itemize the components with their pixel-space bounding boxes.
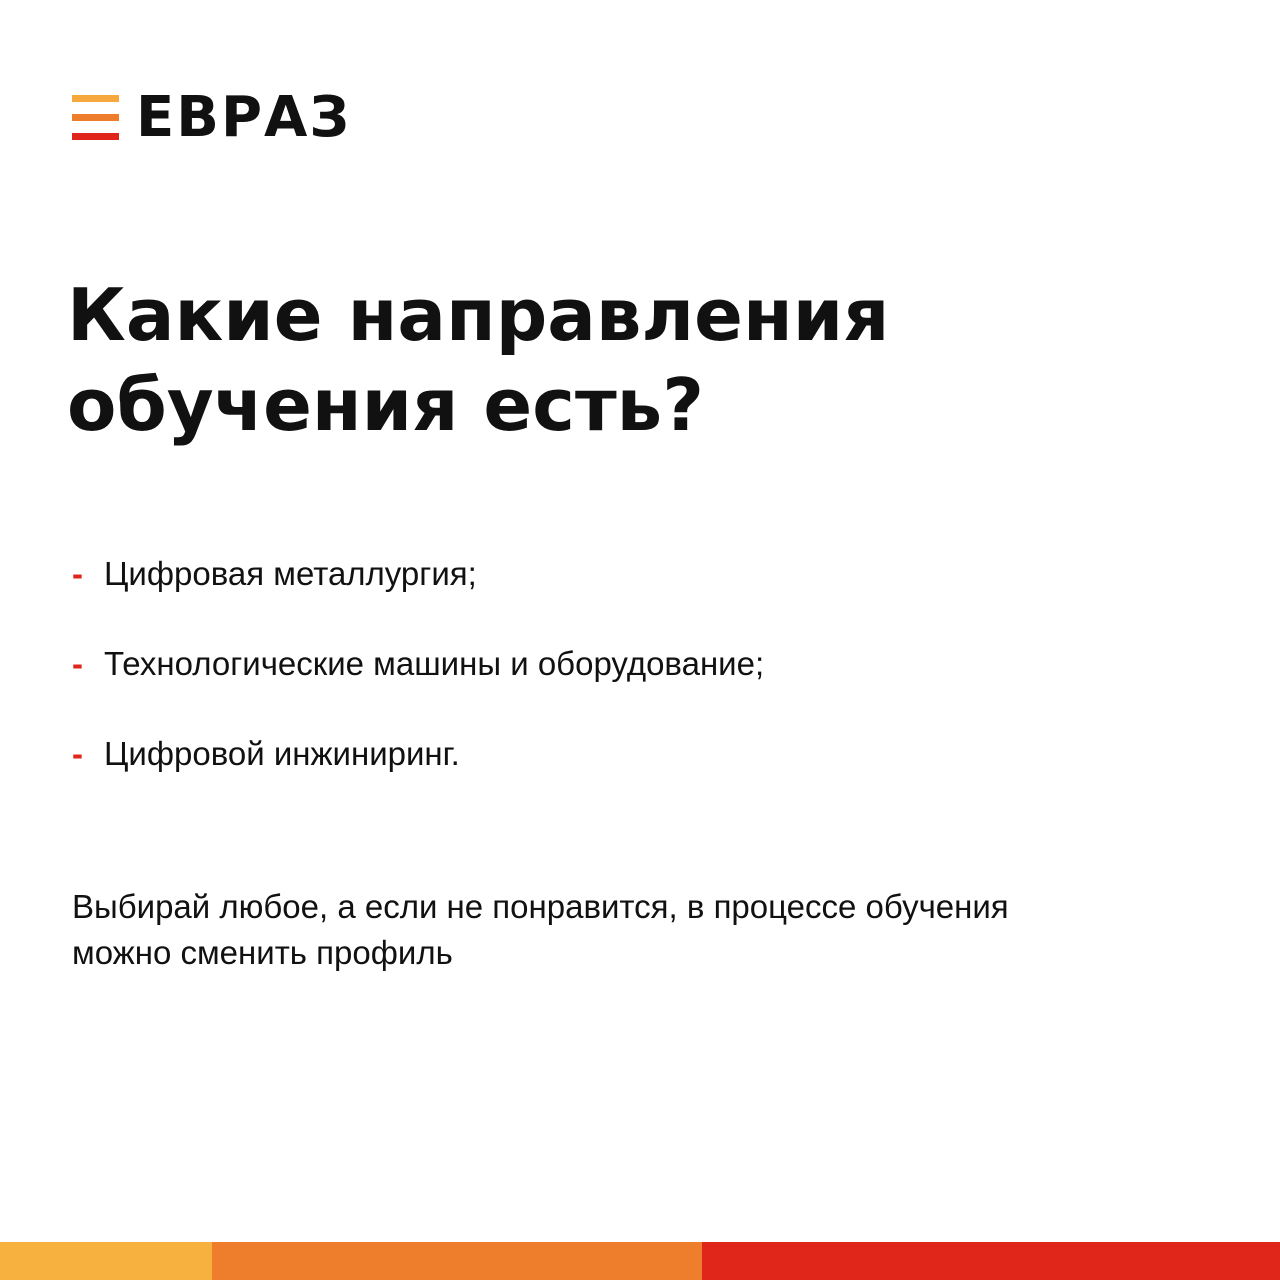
list-item	[72, 551, 764, 641]
list-item-text: Технологические машины и оборудование;	[104, 645, 765, 682]
footnote	[72, 884, 1192, 976]
logo-wordmark: ЕВРАЗ	[136, 85, 352, 150]
brand-logo	[72, 85, 352, 150]
bullet-dash: -	[72, 735, 83, 772]
bottom-color-bar	[0, 1242, 1280, 1280]
title-line-1: Какие направления	[67, 273, 890, 357]
footnote-line-2: можно сменить профиль	[72, 934, 453, 971]
title-line-2: обучения есть?	[67, 363, 704, 447]
logo-stripe-middle	[72, 114, 119, 121]
footnote-line-1: Выбирай любое, а если не понравится, в процессе обучения	[72, 888, 1009, 925]
logo-stripes-icon	[72, 95, 119, 141]
bar-segment-red	[702, 1242, 1280, 1280]
list-item-text: Цифровой инжиниринг.	[104, 735, 460, 772]
logo-stripe-top	[72, 95, 119, 102]
directions-list	[72, 551, 764, 821]
bar-segment-orange	[212, 1242, 702, 1280]
list-item	[72, 641, 764, 731]
bar-segment-yellow	[0, 1242, 212, 1280]
list-item-text: Цифровая металлургия;	[104, 555, 477, 592]
bullet-dash: -	[72, 555, 83, 592]
logo-stripe-bottom	[72, 133, 119, 140]
bullet-dash: -	[72, 645, 83, 682]
list-item	[72, 731, 764, 821]
page-title	[67, 270, 1067, 450]
